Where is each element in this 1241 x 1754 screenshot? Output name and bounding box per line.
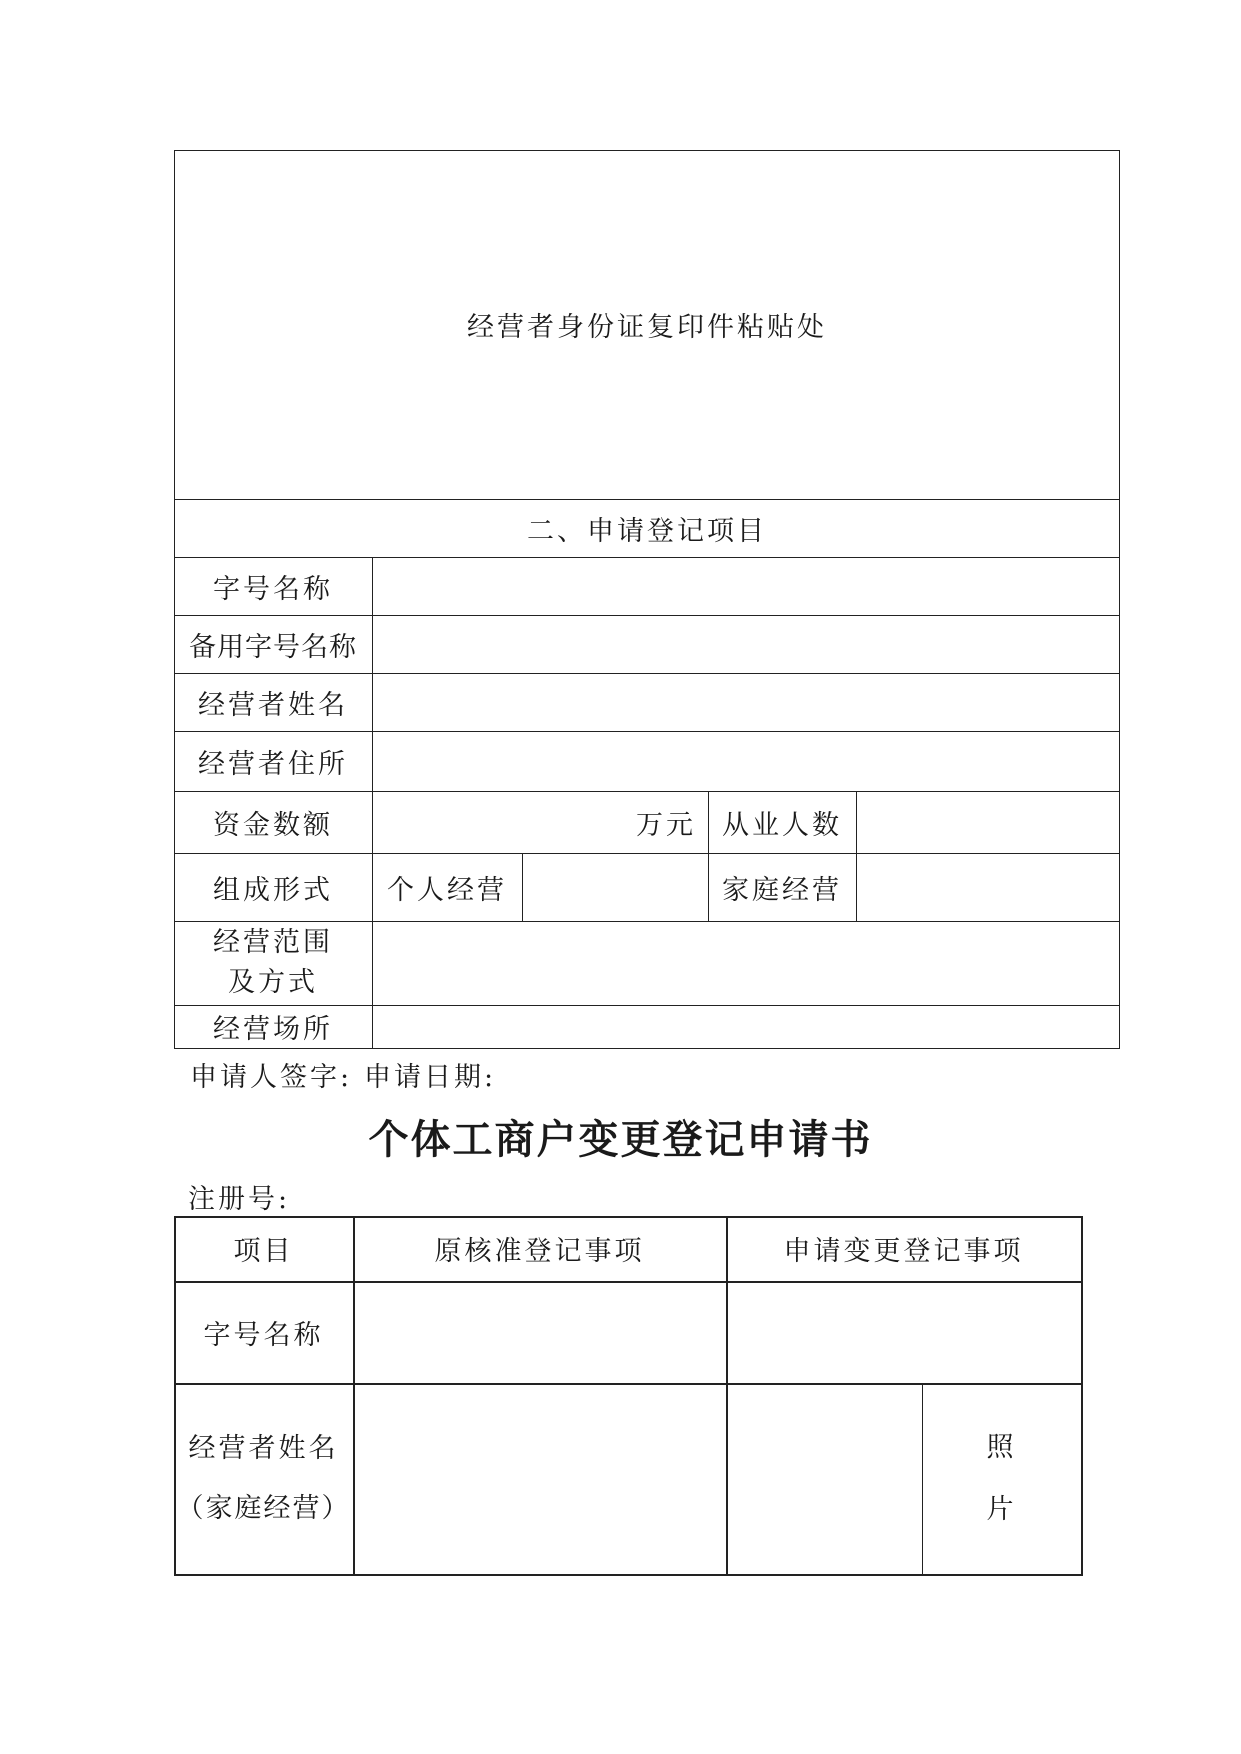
application-date-label: 申请日期: bbox=[364, 1062, 497, 1093]
operator-name-text: 经营者姓名 bbox=[188, 1432, 339, 1464]
header-original: 原核准登记事项 bbox=[434, 1236, 645, 1267]
original-operator-name-field[interactable] bbox=[353, 1383, 726, 1574]
label-trade-name: 字号名称 bbox=[213, 573, 333, 605]
border-bottom bbox=[174, 1048, 1120, 1049]
label-business-place: 经营场所 bbox=[213, 1014, 333, 1045]
label-business-scope bbox=[174, 921, 372, 1005]
border-bottom bbox=[174, 1574, 1083, 1576]
label-operator-name bbox=[174, 1383, 353, 1574]
trade-name-field[interactable] bbox=[372, 557, 1119, 615]
photo-area[interactable] bbox=[922, 1383, 1081, 1574]
photo-char-1: 照 bbox=[986, 1431, 1017, 1463]
business-scope-line1: 经营范围 bbox=[213, 927, 333, 958]
individual-operation-field[interactable] bbox=[522, 853, 708, 921]
operator-name-field[interactable] bbox=[372, 673, 1119, 731]
business-scope-line2: 及方式 bbox=[228, 967, 318, 998]
label-trade-name: 字号名称 bbox=[203, 1319, 324, 1351]
label-operator-address: 经营者住所 bbox=[198, 748, 348, 780]
label-individual-operation: 个人经营 bbox=[387, 874, 507, 906]
business-place-field[interactable] bbox=[372, 1005, 1119, 1048]
label-employee-count: 从业人数 bbox=[722, 809, 842, 841]
form-title: 个体工商户变更登记申请书 bbox=[368, 1116, 873, 1163]
label-family-operation: 家庭经营 bbox=[722, 874, 842, 906]
alt-trade-name-field[interactable] bbox=[372, 615, 1119, 673]
applicant-signature-label: 申请人签字: bbox=[190, 1062, 353, 1093]
section-heading: 二、申请登记项目 bbox=[527, 515, 767, 547]
header-requested: 申请变更登记事项 bbox=[783, 1236, 1024, 1267]
label-composition-form: 组成形式 bbox=[213, 874, 333, 906]
capital-unit[interactable]: 万元 bbox=[636, 809, 696, 841]
photo-char-2: 片 bbox=[986, 1493, 1017, 1525]
id-copy-paste-area: 经营者身份证复印件粘贴处 bbox=[467, 312, 827, 343]
operator-name-note: （家庭经营） bbox=[176, 1492, 351, 1524]
operator-address-field[interactable] bbox=[372, 731, 1119, 791]
employee-count-field[interactable] bbox=[856, 791, 1119, 853]
label-operator-name: 经营者姓名 bbox=[198, 689, 348, 721]
requested-operator-name-field[interactable] bbox=[726, 1383, 922, 1574]
header-item: 项目 bbox=[233, 1236, 294, 1267]
border-right bbox=[1081, 1216, 1083, 1575]
requested-trade-name-field[interactable] bbox=[726, 1281, 1081, 1383]
family-operation-field[interactable] bbox=[856, 853, 1119, 921]
label-capital-amount: 资金数额 bbox=[213, 809, 333, 841]
business-scope-field[interactable] bbox=[372, 921, 1119, 1005]
original-trade-name-field[interactable] bbox=[353, 1281, 726, 1383]
registration-number-label: 注册号: bbox=[188, 1184, 291, 1215]
label-alt-trade-name: 备用字号名称 bbox=[189, 631, 357, 663]
